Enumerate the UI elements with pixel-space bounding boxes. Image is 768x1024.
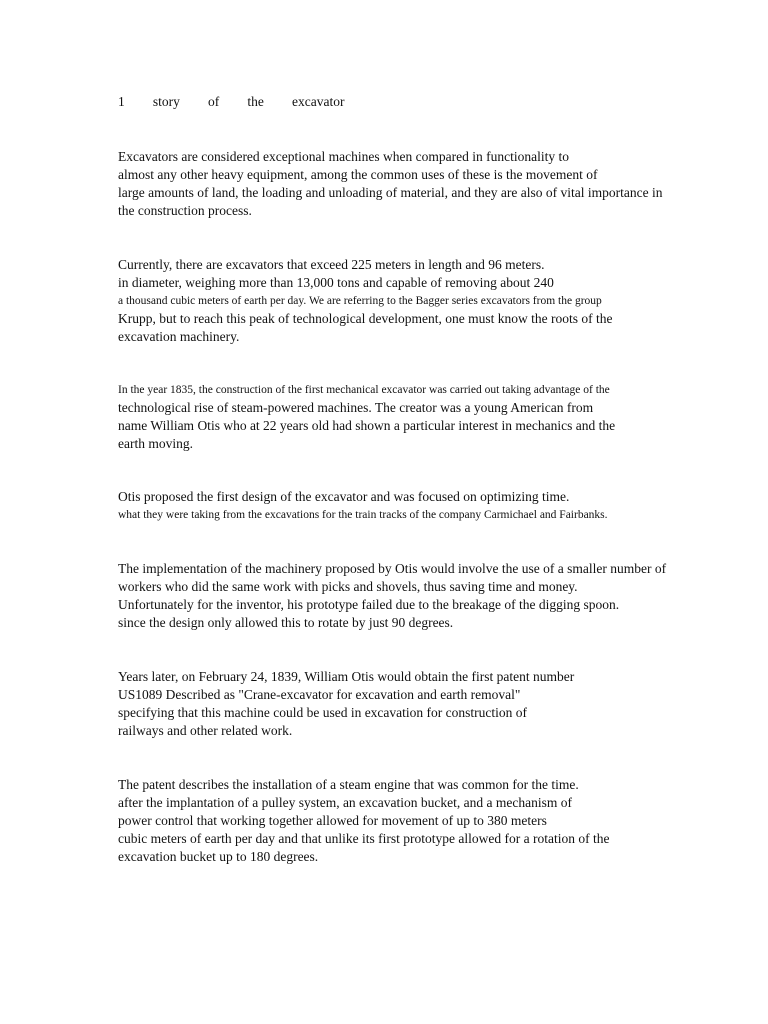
paragraph-1 [118, 148, 728, 220]
paragraph-line: after the implantation of a pulley system, an excavation bucket, and a mechanism of [118, 795, 572, 810]
paragraph-2 [118, 256, 728, 346]
paragraph-line: name William Otis who at 22 years old had shown a particular interest in mechanics and the [118, 418, 616, 433]
paragraph-3 [118, 381, 728, 453]
document-title: 1 story of the excavator [118, 94, 345, 109]
paragraph-line: cubic meters of earth per day and that unlike its first prototype allowed for a rotation of the [118, 831, 610, 846]
paragraph-5 [118, 560, 728, 632]
paragraph-6 [118, 668, 728, 740]
paragraph-line: since the design only allowed this to rotate by just 90 degrees. [118, 615, 454, 630]
paragraph-line: excavation bucket up to 180 degrees. [118, 849, 319, 864]
paragraph-line: the construction process. [118, 203, 252, 218]
paragraph-line: almost any other heavy equipment, among the common uses of these is the movement of [118, 167, 598, 182]
paragraph-line: what they were taking from the excavations for the train tracks of the company Carmichael and Fairbanks. [118, 509, 608, 521]
paragraph-line: US1089 Described as "Crane-excavator for excavation and earth removal" [118, 687, 521, 702]
paragraph-line: Otis proposed the first design of the excavator and was focused on optimizing time. [118, 489, 570, 504]
paragraph-7 [118, 776, 728, 866]
paragraph-line: railways and other related work. [118, 723, 293, 738]
paragraph-line: in diameter, weighing more than 13,000 tons and capable of removing about 240 [118, 275, 554, 290]
paragraph-line: Unfortunately for the inventor, his prototype failed due to the breakage of the digging spoon. [118, 597, 620, 612]
paragraph-line: large amounts of land, the loading and unloading of material, and they are also of vital importance in [118, 185, 663, 200]
paragraph-line: a thousand cubic meters of earth per day. We are referring to the Bagger series excavators from the group [118, 295, 602, 307]
paragraph-line: power control that working together allowed for movement of up to 380 meters [118, 813, 547, 828]
paragraph-line: excavation machinery. [118, 329, 240, 344]
paragraph-line: In the year 1835, the construction of the first mechanical excavator was carried out taking advantage of the [118, 384, 610, 396]
paragraph-line: earth moving. [118, 436, 193, 451]
paragraph-line: Currently, there are excavators that exceed 225 meters in length and 96 meters. [118, 257, 545, 272]
paragraph-line: Years later, on February 24, 1839, William Otis would obtain the first patent number [118, 669, 575, 684]
paragraph-line: technological rise of steam-powered machines. The creator was a young American from [118, 400, 594, 415]
paragraph-line: Krupp, but to reach this peak of technological development, one must know the roots of the [118, 311, 613, 326]
paragraph-line: specifying that this machine could be used in excavation for construction of [118, 705, 528, 720]
paragraph-line: Excavators are considered exceptional machines when compared in functionality to [118, 149, 569, 164]
paragraph-line: workers who did the same work with picks and shovels, thus saving time and money. [118, 579, 578, 594]
paragraph-line: The patent describes the installation of a steam engine that was common for the time. [118, 777, 579, 792]
paragraph-4 [118, 488, 728, 524]
paragraph-line: The implementation of the machinery proposed by Otis would involve the use of a smaller number of [118, 561, 667, 576]
